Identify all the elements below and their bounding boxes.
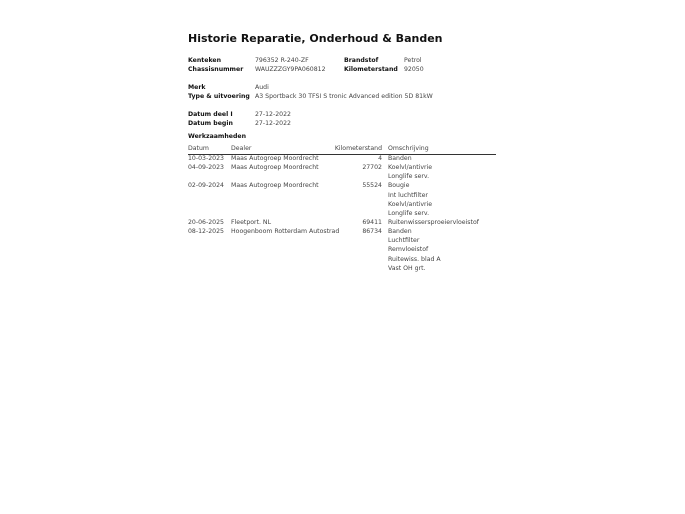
kilometerstand-label: Kilometerstand	[344, 66, 398, 73]
cell-datum: 08-12-2025	[188, 228, 224, 236]
cell-dealer: Maas Autogroep Moordrecht	[231, 155, 319, 162]
werkzaamheden-table	[188, 145, 496, 274]
cell-dealer: Maas Autogroep Moordrecht	[231, 182, 319, 190]
table-row	[188, 210, 496, 219]
cell-omschrijving: Koelvl/antivrie	[388, 200, 433, 208]
cell-omschrijving: Koelvl/antivrie	[388, 164, 433, 172]
cell-datum: 10-03-2023	[188, 155, 224, 162]
table-body	[188, 155, 496, 274]
page-title: Historie Reparatie, Onderhoud & Banden	[188, 32, 443, 45]
table-row	[188, 246, 496, 255]
cell-omschrijving: Int luchtfilter	[388, 191, 428, 199]
table-row	[188, 228, 496, 237]
brandstof-label: Brandstof	[344, 57, 379, 64]
cell-dealer: Hoogenboom Rotterdam Autostrad	[231, 228, 340, 236]
cell-omschrijving: Ruitenwissersproeiervloeistof	[388, 218, 479, 226]
cell-omschrijving: Remvloeistof	[388, 246, 429, 254]
cell-omschrijving: Banden	[388, 228, 412, 236]
chassis-value: WAUZZZGY9PA060812	[255, 66, 326, 73]
table-row	[188, 173, 496, 182]
cell-kilometerstand: 69411	[362, 218, 382, 226]
table-row	[188, 201, 496, 210]
cell-omschrijving: Longlife serv.	[388, 173, 430, 181]
cell-omschrijving: Bougie	[388, 182, 410, 190]
cell-datum: 02-09-2024	[188, 182, 224, 190]
table-row	[188, 192, 496, 201]
table-row	[188, 182, 496, 191]
cell-omschrijving: Ruitewiss. blad A	[388, 255, 441, 263]
cell-dealer: Fleetport. NL	[231, 218, 272, 226]
cell-dealer: Maas Autogroep Moordrecht	[231, 164, 319, 172]
table-row	[188, 219, 496, 228]
table-row	[188, 256, 496, 265]
cell-kilometerstand: 27702	[362, 164, 382, 172]
werkzaamheden-title: Werkzaamheden	[188, 133, 246, 140]
kenteken-label: Kenteken	[188, 57, 221, 64]
cell-omschrijving: Vast OH grt.	[388, 264, 426, 272]
cell-omschrijving: Banden	[388, 155, 412, 162]
header-dealer: Dealer	[231, 145, 252, 152]
merk-value: Audi	[255, 84, 269, 91]
cell-datum: 20-06-2025	[188, 218, 224, 226]
type-value: A3 Sportback 30 TFSI S tronic Advanced edition 5D 81kW	[255, 93, 433, 100]
header-omschrijving: Omschrijving	[388, 145, 429, 152]
header-kilometerstand: Kilometerstand	[334, 145, 382, 152]
cell-omschrijving: Luchtfilter	[388, 237, 420, 245]
cell-kilometerstand: 55524	[362, 182, 382, 190]
table-row	[188, 237, 496, 246]
type-label: Type & uitvoering	[188, 93, 250, 100]
datum-begin-value: 27-12-2022	[255, 120, 291, 127]
table-header	[188, 145, 496, 155]
cell-datum: 04-09-2023	[188, 164, 224, 172]
header-datum: Datum	[188, 145, 209, 152]
table-row	[188, 164, 496, 173]
brandstof-value: Petrol	[404, 57, 422, 64]
table-row	[188, 155, 496, 164]
datum-deel-label: Datum deel I	[188, 111, 233, 118]
cell-kilometerstand: 86734	[362, 228, 382, 236]
datum-begin-label: Datum begin	[188, 120, 233, 127]
merk-label: Merk	[188, 84, 206, 91]
kenteken-value: 796352 R-240-ZF	[255, 57, 309, 64]
table-row	[188, 265, 496, 274]
chassis-label: Chassisnummer	[188, 66, 244, 73]
cell-kilometerstand: 4	[378, 155, 382, 162]
kilometerstand-value: 92050	[404, 66, 424, 73]
cell-omschrijving: Longlife serv.	[388, 209, 430, 217]
datum-deel-value: 27-12-2022	[255, 111, 291, 118]
